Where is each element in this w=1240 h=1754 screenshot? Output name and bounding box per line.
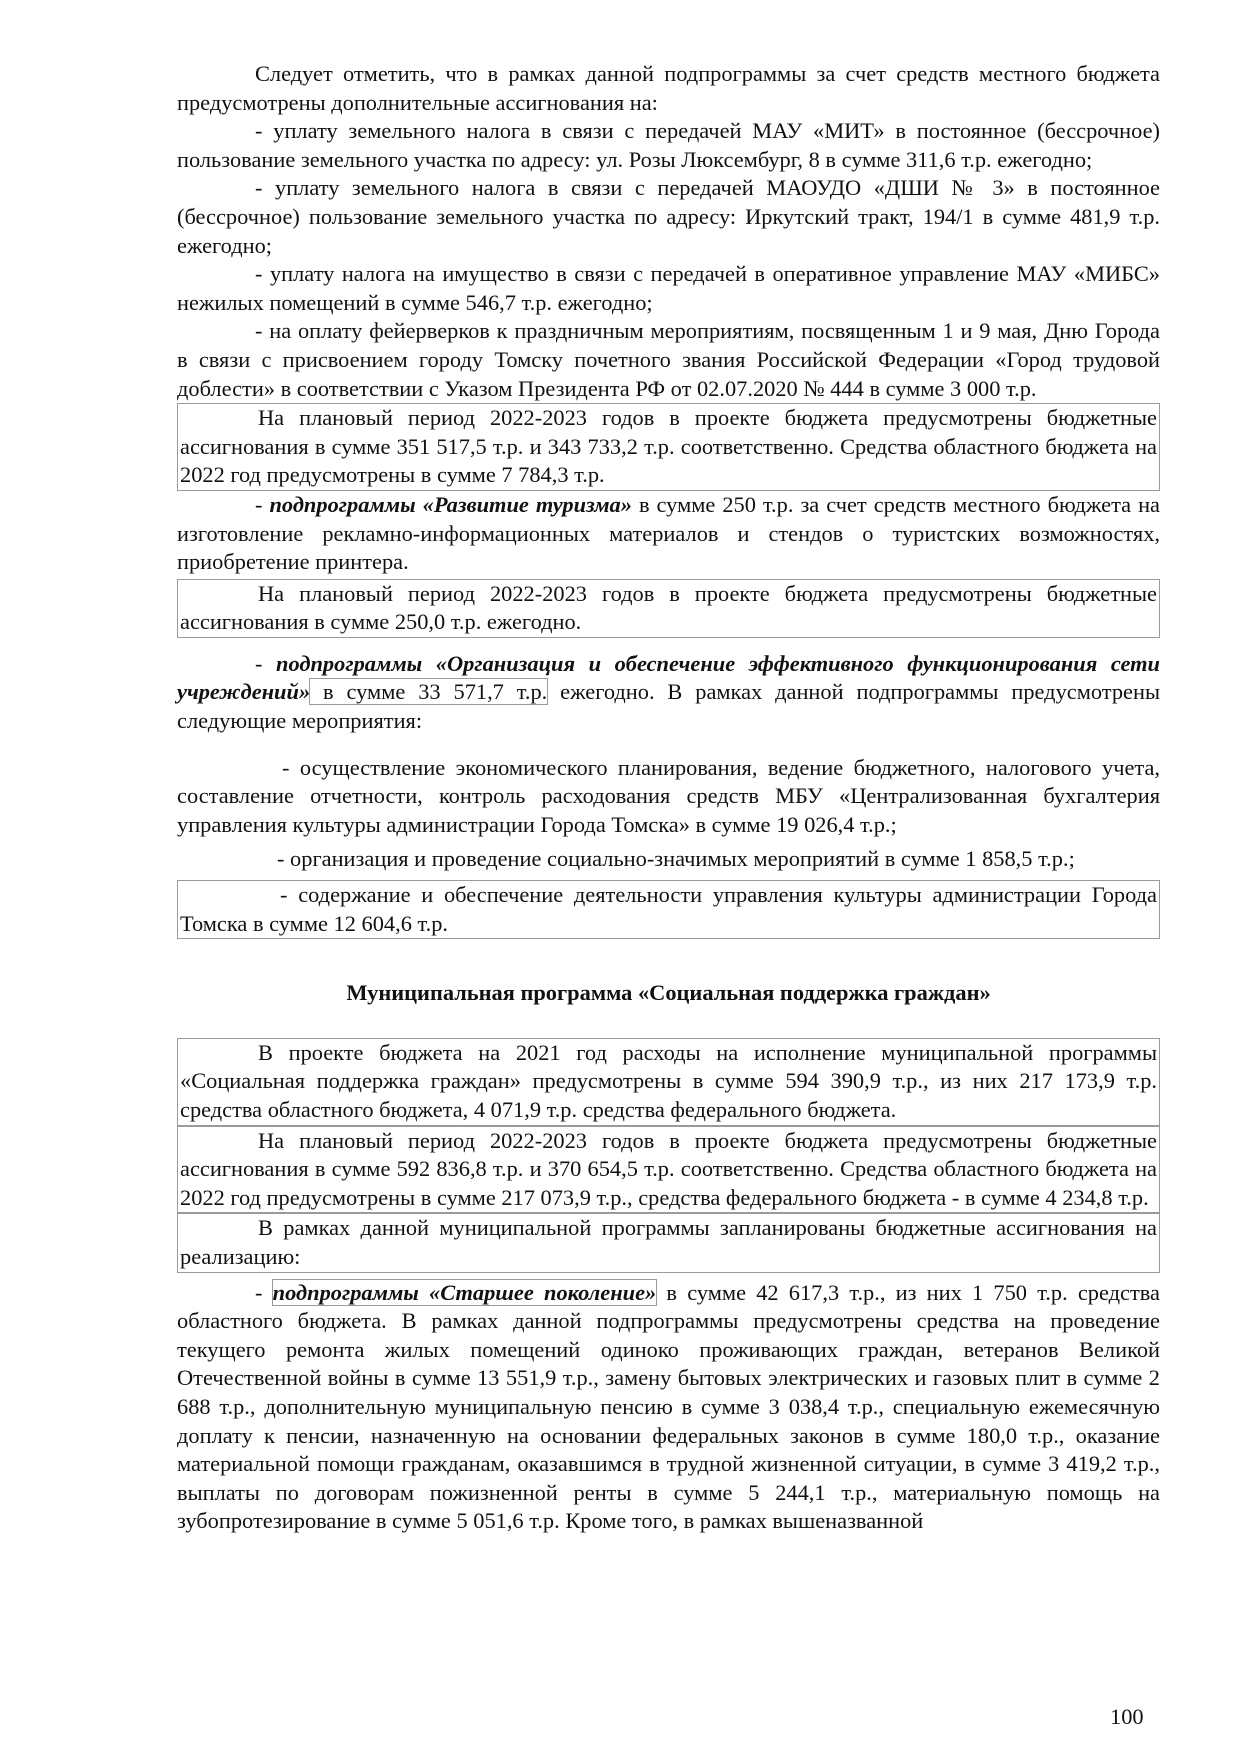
paragraph: - уплату налога на имущество в связи с передачей в оперативное управление МАУ «МИБС» нежилых помещений в сумме 546,7 т.р. ежегодно; (177, 261, 1160, 315)
section-heading: Муниципальная программа «Социальная поддержка граждан» (346, 980, 991, 1006)
paragraph (177, 491, 1160, 577)
highlighted-amount: в сумме 33 571,7 т.р. (310, 679, 548, 705)
paragraph-text: в сумме 250 т.р. за счет средств местного бюджета на изготовление рекламно-информационных материалов и стендов о туристских возможностях, приобретение принтера. (177, 491, 1160, 575)
paragraph: - на оплату фейерверков к праздничным мероприятиям, посвященным 1 и 9 мая, Дню Города в связи с присвоением городу Томску почетного звания Российской Федерации «Город трудовой доблести» в соответствии с Указом Президента РФ от 02.07.2020 № 444 в сумме 3 000 т.р. (177, 318, 1160, 401)
paragraph (177, 650, 1160, 736)
subprogram-title: подпрограммы «Старшее поколение» (272, 1279, 657, 1305)
subprogram-title: подпрограммы «Организация и обеспечение эффективного функционирования сети учреждений» (177, 650, 1160, 705)
subprogram-title: подпрограммы «Развитие туризма» (269, 491, 632, 517)
paragraph-text: в сумме 42 617,3 т.р., из них 1 750 т.р. средства областного бюджета. В рамках данной подпрограммы предусмотрены средства на проведение текущего ремонта жилых помещений одиноко проживающих граждан, ветеранов Великой Отечественной войны в сумме 13 551,9 т.р., замену бытовых электрических и газовых плит в сумме 2 688 т.р., дополнительную муниципальную пенсию в сумме 3 038,4 т.р., специальную ежемесячную доплату к пенсии, назначенную на основании федеральных законов в сумме 180,0 т.р., оказание материальной помощи гражданам, оказавшимся в трудной жизненной ситуации, в сумме 3 419,2 т.р., выплаты по договорам пожизненной ренты в сумме 5 244,1 т.р., материальную помощь на зубопротезирование в сумме 5 051,6 т.р. Кроме того, в рамках вышеназванной (177, 1279, 1160, 1534)
paragraph (177, 1279, 1160, 1536)
paragraph: На плановый период 2022-2023 годов в проекте бюджета предусмотрены бюджетные ассигнования в сумме 592 836,8 т.р. и 370 654,5 т.р. соответственно. Средства областного бюджета на 2022 год предусмотрены в сумме 217 073,9 т.р., средства федерального бюджета - в сумме 4 234,8 т.р. (177, 1126, 1160, 1214)
page-number: 100 (1110, 1704, 1144, 1729)
dash: - (255, 650, 277, 676)
paragraph: Следует отметить, что в рамках данной подпрограммы за счет средств местного бюджета предусмотрены дополнительные ассигнования на: (177, 61, 1160, 115)
document-page (177, 60, 1160, 1536)
paragraph: - уплату земельного налога в связи с передачей МАУ «МИТ» в постоянное (бессрочное) пользование земельного участка по адресу: ул. Розы Люксембург, 8 в сумме 311,6 т.р. ежегодно; (177, 118, 1160, 172)
paragraph: В рамках данной муниципальной программы запланированы бюджетные ассигнования на реализацию: (177, 1213, 1160, 1272)
paragraph: - содержание и обеспечение деятельности управления культуры администрации Города Томска в сумме 12 604,6 т.р. (177, 880, 1160, 939)
paragraph: В проекте бюджета на 2021 год расходы на исполнение муниципальной программы «Социальная поддержка граждан» предусмотрены в сумме 594 390,9 т.р., из них 217 173,9 т.р. средства областного бюджета, 4 071,9 т.р. средства федерального бюджета. (177, 1038, 1160, 1126)
paragraph: На плановый период 2022-2023 годов в проекте бюджета предусмотрены бюджетные ассигнования в сумме 250,0 т.р. ежегодно. (177, 579, 1160, 638)
dash: - (255, 1279, 273, 1305)
paragraph: - осуществление экономического планирования, ведение бюджетного, налогового учета, составление отчетности, контроль расходования средств МБУ «Централизованная бухгалтерия управления культуры администрации Города Томска» в сумме 19 026,4 т.р.; (177, 754, 1160, 837)
paragraph-text: ежегодно. В рамках данной подпрограммы предусмотрены следующие мероприятия: (177, 679, 1160, 734)
paragraph: На плановый период 2022-2023 годов в проекте бюджета предусмотрены бюджетные ассигнования в сумме 351 517,5 т.р. и 343 733,2 т.р. соответственно. Средства областного бюджета на 2022 год предусмотрены в сумме 7 784,3 т.р. (177, 403, 1160, 491)
paragraph: - организация и проведение социально-значимых мероприятий в сумме 1 858,5 т.р.; (277, 846, 1075, 872)
paragraph: - уплату земельного налога в связи с передачей МАОУДО «ДШИ № 3» в постоянное (бессрочное) пользование земельного участка по адресу: Иркутский тракт, 194/1 в сумме 481,9 т.р. ежегодно; (177, 175, 1160, 258)
dash: - (255, 491, 270, 517)
